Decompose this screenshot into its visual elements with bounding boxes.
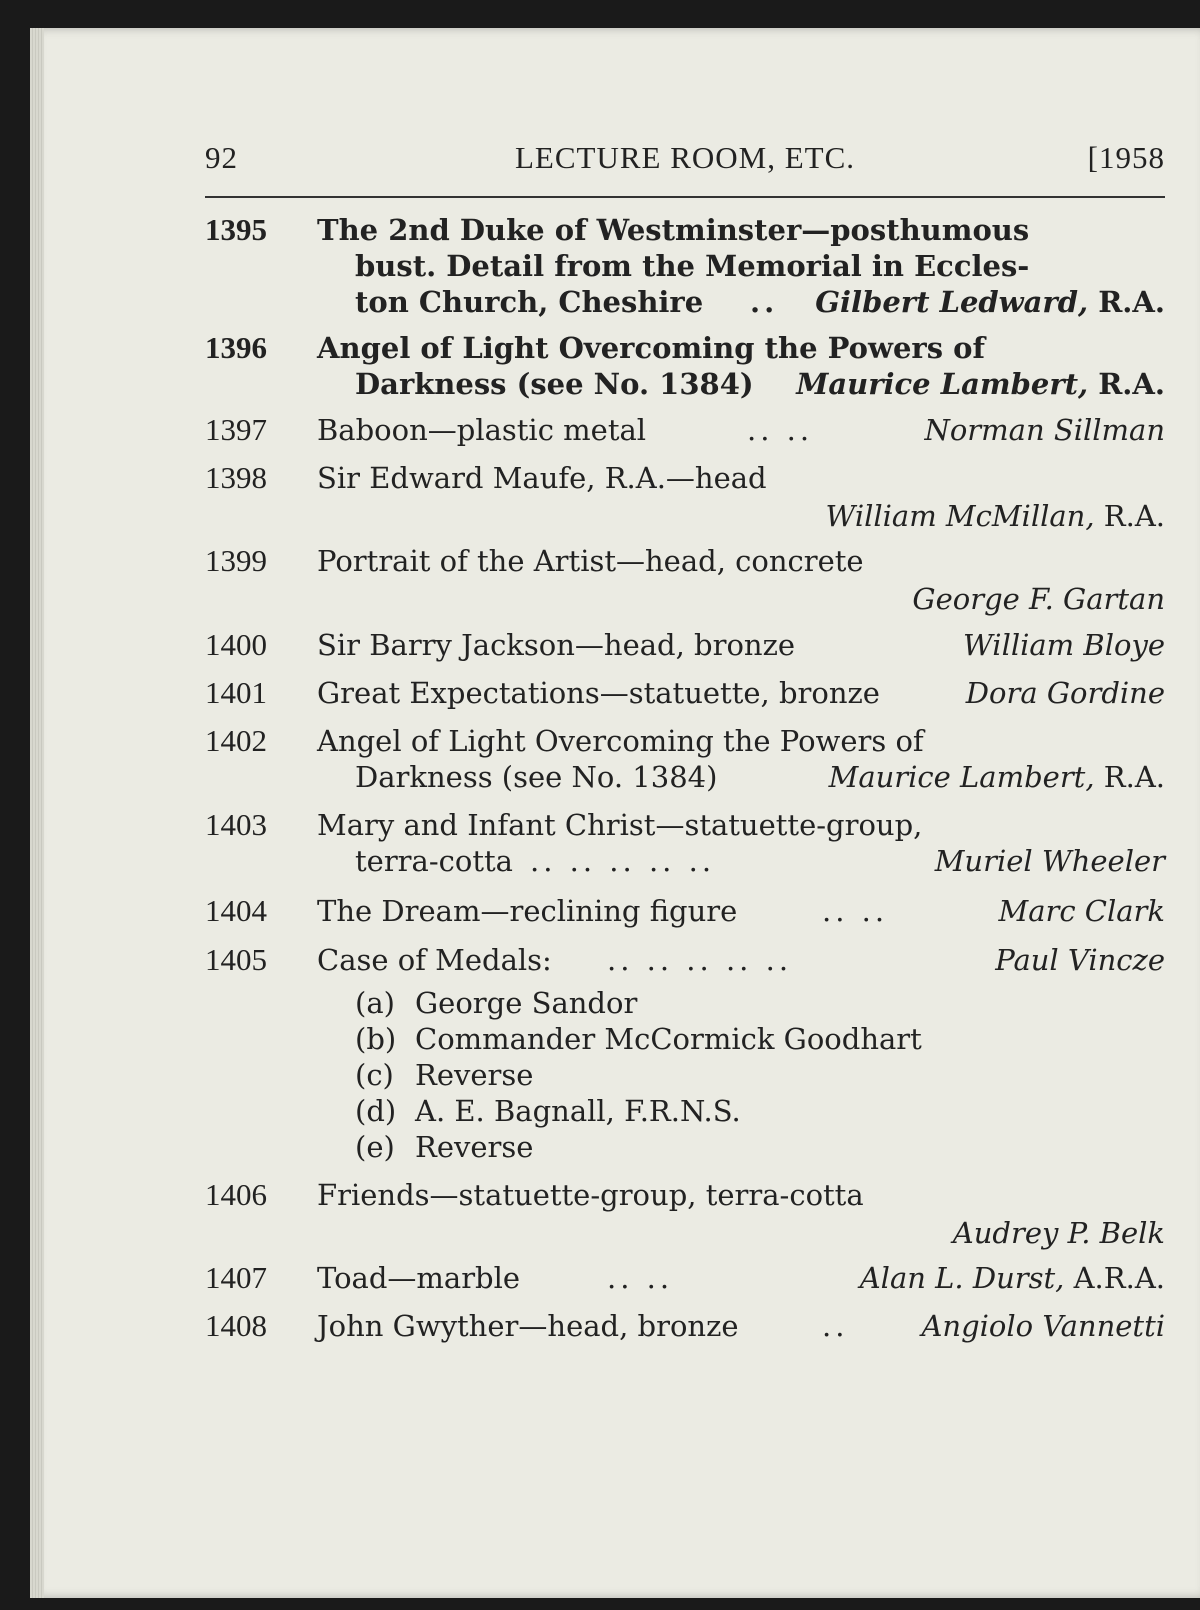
catalogue-entry — [205, 1308, 1165, 1348]
entry-title: Angel of Light Overcoming the Powers of — [317, 331, 985, 365]
leader-dots: .. .. — [607, 1261, 674, 1295]
leader-dots: .. — [750, 285, 779, 319]
artist-suffix: R.A. — [1098, 367, 1165, 401]
artist-name — [829, 759, 1165, 795]
entry-number: 1398 — [205, 460, 267, 495]
leader-dots: .. .. — [822, 894, 889, 928]
entry-title-cont: terra-cotta — [355, 844, 513, 878]
entry-title: Portrait of the Artist—head, concrete — [317, 544, 864, 578]
entry-title: The 2nd Duke of Westminster—posthumous — [317, 213, 1030, 247]
entry-title-cont: ton Church, Cheshire — [355, 285, 704, 319]
artist-name — [826, 498, 1165, 534]
catalogue-entry — [205, 460, 1165, 536]
medal-text: George Sandor — [415, 986, 638, 1020]
catalogue-entry — [205, 723, 1165, 799]
catalogue-entry — [205, 212, 1165, 322]
medal-item — [355, 1129, 533, 1165]
entry-title: Friends—statuette-group, terra-cotta — [317, 1178, 864, 1212]
artist-name: Angiolo Vannetti — [921, 1309, 1165, 1343]
catalogue-entry — [205, 893, 1165, 933]
catalogue-entry — [205, 1177, 1165, 1253]
artist-text: Maurice Lambert, — [796, 367, 1089, 401]
page-edge — [30, 28, 44, 1598]
medal-item — [355, 1093, 741, 1129]
entry-title: Mary and Infant Christ—statuette-group, — [317, 808, 923, 842]
entry-title: The Dream—reclining figure — [317, 894, 738, 928]
entry-number: 1401 — [205, 675, 267, 710]
entry-number: 1399 — [205, 543, 267, 578]
medal-text: Commander McCormick Goodhart — [415, 1022, 922, 1056]
catalogue-entry — [205, 330, 1165, 405]
artist-suffix: R.A. — [1103, 499, 1165, 533]
medal-label: (a) — [355, 986, 395, 1020]
entry-number: 1403 — [205, 807, 267, 842]
entry-title-cont: Darkness (see No. 1384) — [355, 760, 718, 794]
entry-number: 1396 — [205, 330, 267, 365]
entry-number: 1405 — [205, 942, 267, 977]
artist-name — [860, 1260, 1165, 1296]
artist-text: Alan L. Durst, — [859, 1261, 1065, 1295]
medal-text: Reverse — [415, 1130, 534, 1164]
entry-title-cont: bust. Detail from the Memorial in Eccles- — [355, 249, 1030, 283]
entry-title: Toad—marble — [317, 1261, 521, 1295]
artist-name — [796, 366, 1165, 402]
entry-title-cont: Darkness (see No. 1384) — [355, 367, 754, 401]
catalogue-entry — [205, 627, 1165, 667]
page-title: LECTURE ROOM, ETC. — [514, 140, 856, 175]
artist-text: Gilbert Ledward, — [815, 285, 1089, 319]
artist-name: William Bloye — [963, 628, 1165, 662]
artist-text: William McMillan, — [825, 499, 1095, 533]
medal-label: (e) — [355, 1130, 395, 1164]
entry-number: 1404 — [205, 893, 267, 928]
artist-name: Audrey P. Belk — [952, 1216, 1165, 1250]
artist-name: George F. Gartan — [912, 582, 1165, 616]
artist-suffix: R.A. — [1098, 285, 1165, 319]
medal-text: Reverse — [415, 1058, 534, 1092]
entry-number: 1395 — [205, 212, 267, 247]
entry-title: Sir Edward Maufe, R.A.—head — [317, 461, 767, 495]
year: [1958 — [1087, 140, 1165, 175]
medal-item — [355, 1021, 922, 1057]
entry-title: Case of Medals: — [317, 943, 552, 977]
artist-name: Dora Gordine — [965, 676, 1165, 710]
catalogue-entry — [205, 942, 1165, 982]
medal-label: (d) — [355, 1094, 397, 1128]
entry-number: 1406 — [205, 1177, 267, 1212]
medal-text: A. E. Bagnall, F.R.N.S. — [415, 1094, 741, 1128]
leader-dots: .. .. — [747, 413, 814, 447]
entry-title: Great Expectations—statuette, bronze — [317, 676, 880, 710]
leader-dots: .. .. .. .. .. — [530, 844, 716, 878]
artist-name: Muriel Wheeler — [934, 844, 1165, 878]
entry-number: 1397 — [205, 412, 267, 447]
entry-number: 1407 — [205, 1260, 267, 1295]
artist-name — [815, 284, 1165, 320]
artist-suffix: A.R.A. — [1073, 1261, 1165, 1295]
artist-text: Maurice Lambert, — [828, 760, 1095, 794]
entry-title: John Gwyther—head, bronze — [317, 1309, 739, 1343]
leader-dots: .. .. .. .. .. — [607, 943, 793, 977]
artist-suffix: R.A. — [1103, 760, 1165, 794]
entry-title: Sir Barry Jackson—head, bronze — [317, 628, 796, 662]
artist-name: Marc Clark — [998, 894, 1165, 928]
running-header — [205, 140, 1165, 184]
entry-number: 1400 — [205, 627, 267, 662]
entry-title: Baboon—plastic metal — [317, 413, 647, 447]
catalogue-entry — [205, 807, 1165, 883]
artist-name: Norman Sillman — [924, 413, 1165, 447]
artist-name: Paul Vincze — [995, 943, 1165, 977]
catalogue-entry — [205, 675, 1165, 715]
entry-title: Angel of Light Overcoming the Powers of — [317, 724, 924, 758]
medal-item — [355, 985, 637, 1021]
catalogue-entry — [205, 1260, 1165, 1300]
catalogue-entry — [205, 543, 1165, 619]
medal-item — [355, 1057, 533, 1093]
entry-number: 1408 — [205, 1308, 267, 1343]
header-rule — [205, 196, 1165, 198]
leader-dots: .. — [822, 1309, 849, 1343]
catalogue-entry — [205, 412, 1165, 452]
medal-label: (b) — [355, 1022, 397, 1056]
medal-label: (c) — [355, 1058, 394, 1092]
page-number: 92 — [205, 140, 238, 175]
entry-number: 1402 — [205, 723, 267, 758]
